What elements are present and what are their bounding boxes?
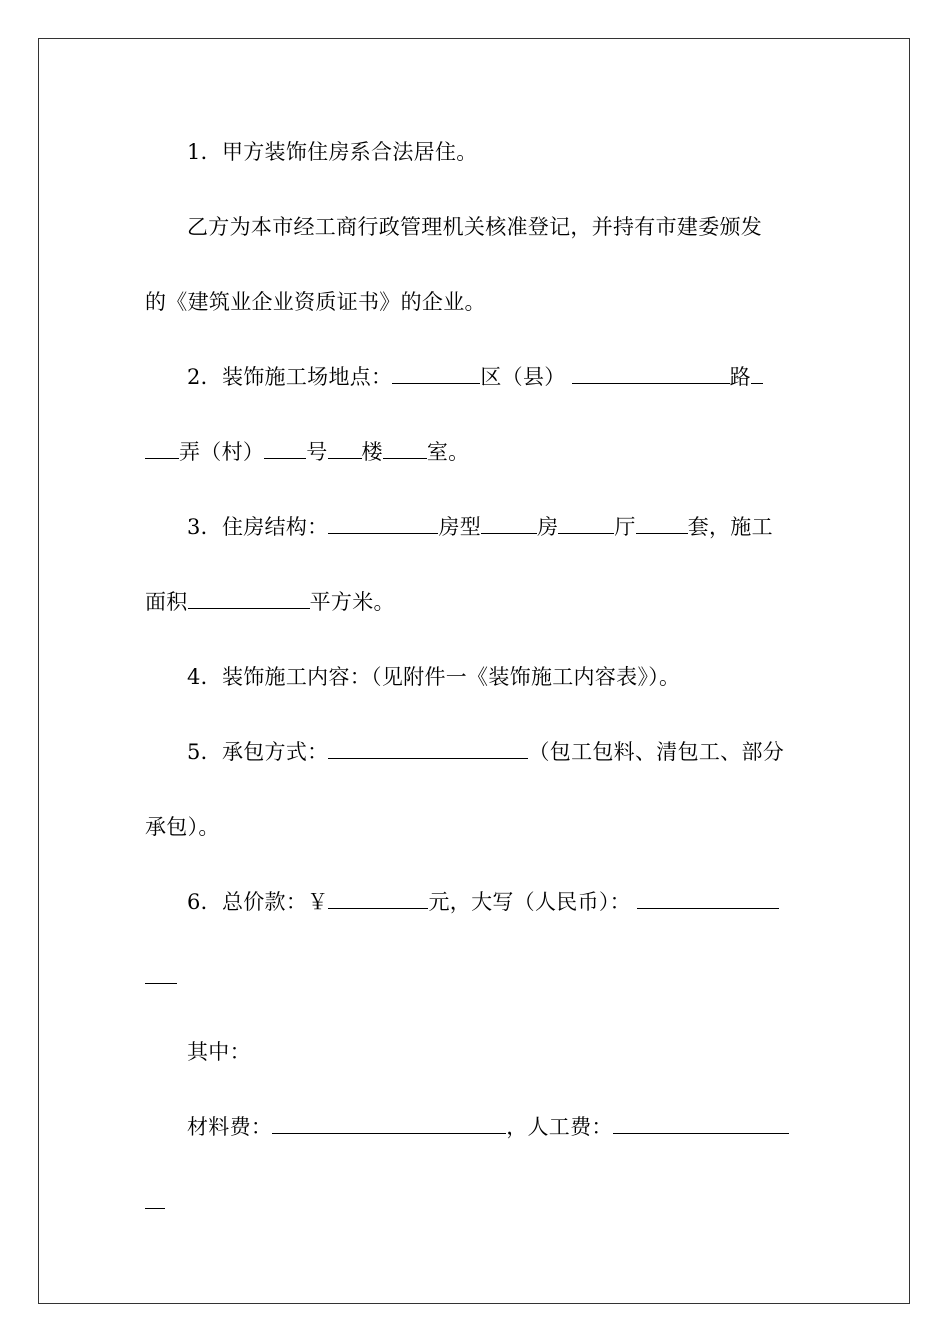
halls-blank[interactable] [558,513,614,534]
structure-blank[interactable] [328,513,438,534]
item-3-line-2 [145,588,805,616]
building-blank[interactable] [328,438,362,459]
among-label: 其中： [187,1040,251,1064]
yifang-line-2: 的《建筑业企业资质证书》的企业。 [145,290,486,314]
labor-fee-blank-cont[interactable] [145,1188,165,1209]
area-blank[interactable] [188,588,310,609]
district-label: 区（县） [480,365,566,389]
item-2-label: 2．装饰施工场地点： [187,365,393,389]
price-uppercase-blank[interactable] [637,888,779,909]
room-blank[interactable] [383,438,427,459]
sets-blank[interactable] [636,513,688,534]
item-6-label: 6．总价款：￥ [187,890,329,914]
area-unit: 平方米。 [309,590,395,614]
item-5-line-1 [187,738,805,766]
material-fee-blank[interactable] [272,1113,506,1134]
area-label: 面积 [145,590,188,614]
price-uppercase-blank-cont[interactable] [145,963,177,984]
road-blank[interactable] [572,363,730,384]
room-label: 室。 [426,440,470,464]
district-blank[interactable] [392,363,480,384]
labor-fee-label: ，人工费： [506,1115,613,1139]
lane-label: 弄（村） [179,440,265,464]
rooms-blank[interactable] [481,513,537,534]
item-5-line-2: 承包）。 [145,815,220,839]
fees-line-2 [145,1188,805,1216]
halls-label: 厅 [614,515,636,539]
number-blank[interactable] [264,438,306,459]
item-3-label: 3．住房结构： [187,515,329,539]
item-1: 1．甲方装饰住房系合法居住。 [187,140,478,164]
material-fee-label: 材料费： [187,1115,273,1139]
rooms-label: 房 [537,515,559,539]
item-5-label: 5．承包方式： [187,740,329,764]
labor-fee-blank[interactable] [613,1113,789,1134]
yuan-label: 元，大写（人民币）： [428,890,631,914]
item-4: 4．装饰施工内容：（见附件一《装饰施工内容表》）。 [187,665,681,689]
number-label: 号 [306,440,328,464]
item-3-line-1 [187,513,805,541]
sets-label: 套，施工 [687,515,773,539]
road-label: 路 [729,365,751,389]
item-2-line-1 [187,363,805,391]
price-blank[interactable] [328,888,428,909]
item-6-line-1 [187,888,805,916]
lane-blank-start[interactable] [751,363,763,384]
fees-line-1 [187,1113,805,1141]
item-6-line-2 [145,963,805,991]
lane-blank[interactable] [145,438,179,459]
contract-options: （包工包料、清包工、部分 [528,740,785,764]
type-label: 房型 [438,515,482,539]
building-label: 楼 [361,440,383,464]
contract-method-blank[interactable] [328,738,528,759]
item-2-line-2 [145,438,805,466]
yifang-line-1: 乙方为本市经工商行政管理机关核准登记，并持有市建委颁发 [187,215,763,239]
